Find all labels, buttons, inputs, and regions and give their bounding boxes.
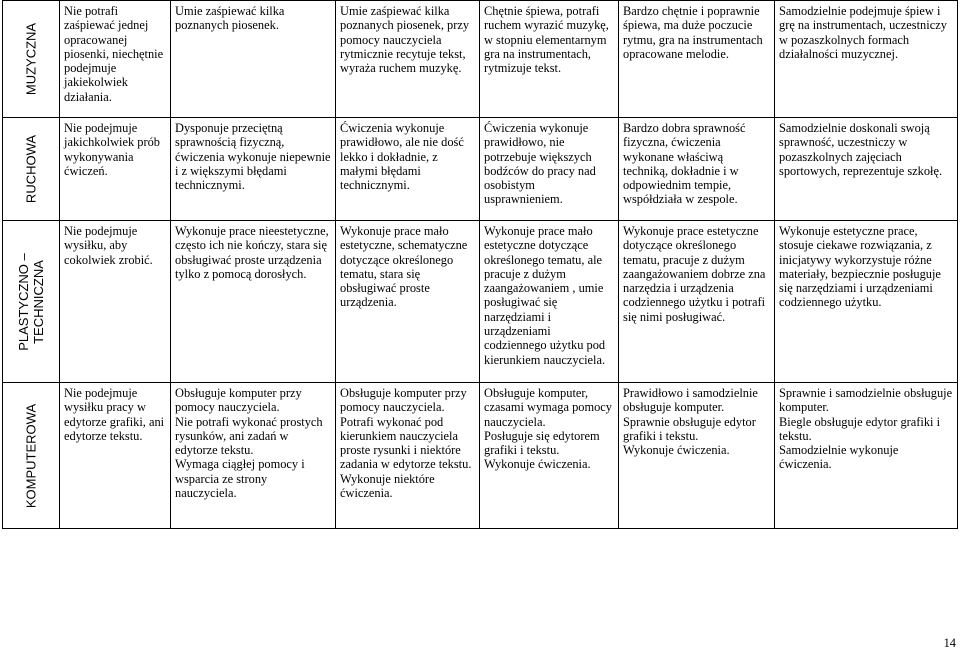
cell-text: Bardzo dobra sprawność fizyczna, ćwiczenia wykonane właściwą techniką, dokładnie i w odpowiednim tempie, współdziała w zespole. [623,121,746,207]
grade-cell [775,383,958,529]
cell-text: Biegle obsługuje edytor grafiki i tekstu. [779,414,941,443]
cell-text: Nie podejmuje jakichkolwiek prób wykonywania ćwiczeń. [64,121,161,178]
cell-text: Obsługuje komputer przy pomocy nauczyciela. [340,386,467,415]
subject-label [24,403,39,507]
cell-text: Prawidłowo i samodzielnie obsługuje komputer. [623,386,758,415]
subject-cell [3,1,60,118]
cell-text: Wykonuje prace mało estetyczne, schematyczne dotyczące określonego tematu, stara się obsługiwać proste urządzenia. [340,224,468,310]
cell-text: Wykonuje ćwiczenia. [484,457,591,472]
table-body [3,1,958,529]
cell-text: Wymaga ciągłej pomocy i wsparcia ze strony nauczyciela. [175,457,305,501]
subject-label-line: TECHNICZNA [31,259,46,344]
grade-cell [60,118,171,221]
table-row [3,383,958,529]
cell-text: Nie podejmuje wysiłku, aby cokolwiek zrobić. [64,224,153,267]
assessment-table [2,0,958,529]
cell-text: Nie podejmuje wysiłku pracy w edytorze grafiki, ani edytorze tekstu. [64,386,165,443]
grade-cell [60,383,171,529]
grade-cell [775,1,958,118]
cell-text: Samodzielnie podejmuje śpiew i grę na instrumentach, uczestniczy w pozaszkolnych formach działalności muzycznej. [779,4,947,61]
grade-cell [60,1,171,118]
subject-cell [3,383,60,529]
table-row [3,1,958,118]
cell-text: Chętnie śpiewa, potrafi ruchem wyrazić muzykę, w stopniu elementarnym gra na instrumentach, rytmizuje tekst. [484,4,609,76]
grade-cell [480,221,619,383]
grade-cell [171,118,336,221]
cell-text: Umie zaśpiewać kilka poznanych piosenek. [175,4,285,33]
grade-cell [480,1,619,118]
cell-text: Potrafi wykonać pod kierunkiem nauczyciela proste rysunki i niektóre zadania w edytorze tekstu. Wykonuje niektóre ćwiczenia. [340,414,472,501]
cell-text: Samodzielnie doskonali swoją sprawność, uczestniczy w pozaszkolnych zajęciach sportowych, reprezentuje szkołę. [779,121,943,178]
grade-cell [619,221,775,383]
cell-text: Wykonuje ćwiczenia. [623,443,730,458]
grade-cell [171,383,336,529]
grade-cell [619,118,775,221]
cell-text: Obsługuje komputer, czasami wymaga pomocy nauczyciela. [484,386,612,429]
cell-text: Nie potrafi wykonać prostych rysunków, ani zadań w edytorze tekstu. [175,414,323,458]
cell-text: Sprawnie obsługuje edytor grafiki i tekstu. [623,414,756,443]
cell-text: Samodzielnie wykonuje ćwiczenia. [779,443,899,472]
subject-cell [3,118,60,221]
table-row [3,118,958,221]
subject-label [24,23,39,95]
cell-text: Posługuje się edytorem grafiki i tekstu. [484,428,600,458]
subject-label [24,135,39,203]
grade-cell [336,1,480,118]
grade-cell [480,118,619,221]
grade-cell [480,383,619,529]
grade-cell [171,221,336,383]
grade-cell [619,1,775,118]
cell-text: Wykonuje prace estetyczne dotyczące określonego tematu, pracuje z dużym zaangażowaniem dobrze zna narzędzia i urządzenia codziennego użytku i potrafi się nimi posługiwać. [623,224,766,324]
cell-text: Wykonuje estetyczne prace, stosuje ciekawe rozwiązania, z inicjatywy wykorzystuje różne materiały, bezpiecznie posługuje się narzędziami i urządzeniami codziennego użytku. [779,224,941,310]
cell-text: Umie zaśpiewać kilka poznanych piosenek, przy pomocy nauczyciela rytmicznie recytuje tekst, wyraża ruchem muzykę. [340,4,470,76]
grade-cell [775,118,958,221]
cell-text: Wykonuje prace mało estetyczne dotyczące określonego tematu, ale pracuje z dużym zaangażowaniem , umie posługiwać się narzędziami i urządzeniami codziennego użytku pod kierunkiem nauczyciela. [484,224,606,367]
subject-label-line: PLASTYCZNO – [16,252,31,351]
cell-text: Wykonuje prace nieestetyczne, często ich nie kończy, stara się obsługiwać proste urządzenia tylko z pomocą dorosłych. [175,224,329,281]
grade-cell [171,1,336,118]
grade-cell [775,221,958,383]
grade-cell [336,118,480,221]
cell-text: Sprawnie i samodzielnie obsługuje komputer. [779,386,953,415]
subject-label [16,253,46,351]
cell-text: Dysponuje przeciętną sprawnością fizyczną, ćwiczenia wykonuje niepewnie i z większymi błędami technicznymi. [175,121,331,193]
cell-text: Bardzo chętnie i poprawnie śpiewa, ma duże poczucie rytmu, gra na instrumentach opracowane melodie. [623,4,763,61]
subject-label-line: RUCHOWA [23,134,39,204]
grade-cell [336,383,480,529]
subject-cell [3,221,60,383]
cell-text: Obsługuje komputer przy pomocy nauczyciela. [175,386,302,415]
table-row [3,221,958,383]
subject-label-line: MUZYCZNA [23,22,39,96]
grade-cell [336,221,480,383]
grade-cell [60,221,171,383]
cell-text: Ćwiczenia wykonuje prawidłowo, nie potrzebuje większych bodźców do pracy nad osobistym usprawnieniem. [484,121,596,207]
grade-cell [619,383,775,529]
cell-text: Nie potrafi zaśpiewać jednej opracowanej piosenki, niechętnie podejmuje jakiekolwiek działania. [64,4,164,104]
page-number: 14 [943,636,956,650]
subject-label-line: KOMPUTEROWA [23,403,39,508]
cell-text: Ćwiczenia wykonuje prawidłowo, ale nie dość lekko i dokładnie, z małymi błędami technicznymi. [340,121,464,193]
